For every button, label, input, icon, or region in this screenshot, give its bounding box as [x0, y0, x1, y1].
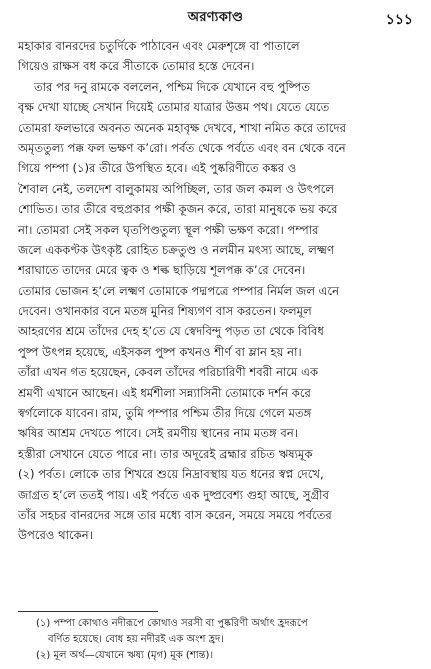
body-text: [18, 36, 417, 546]
text-line: জাগ্রত হ’লে তত‌ই পায়। এই পর্বতে এক দুষ্প্রবেশ্য গুহা আছে, সুগ্রীব: [18, 487, 329, 502]
text-line: ঋষির আশ্রম দেখতে পাবে। সেই রমণীয় স্থানের নাম মতঙ্গ বন।: [18, 426, 298, 441]
text-line: শৈবাল নেই, তলদেশ বালুকাময় অপিচ্ছিল, তার জল কমল ও উৎপলে: [18, 181, 335, 196]
page-number: ১১১: [385, 12, 413, 28]
text-line: তাঁরা এখন গত হয়েছেন, কেবল তাঁদের পরিচারিণী শবরী নামে এক: [18, 365, 319, 380]
text-line: বৃক্ষ দেখা যাচ্ছে সেখান দিয়েই তোমার যাত্রার উত্তম পথ। যেতে যেতে: [18, 100, 330, 115]
text-line: আহরণের শ্রমে তাঁদের দেহ হ’তে যে স্বেদবিন্দু পড়ত তা থেকে বিবিধ: [18, 324, 324, 339]
text-line: জলে এককণ্টক উৎকৃষ্ট রোহিত চক্রতুণ্ড ও নলমীন মৎস্য আছে, লক্ষ্মণ: [18, 242, 334, 257]
text-line: তাঁর সহচর বানরদের সঙ্গে তার মধ্যে বাস করেন, সময়ে সময়ে পর্বতের: [18, 507, 332, 522]
text-line: উপরেও থাকেন।: [18, 528, 93, 543]
footnote-2: (২) মূল অর্থ—যেখানে ঋষ্য (মৃগ) মূক (শান্ত)।: [36, 650, 214, 661]
running-header: [0, 8, 431, 28]
text-line: স্বর্গলোকে যাবেন। রাম, তুমি পম্পার পশ্চিম তীর দিয়ে গেলে মতঙ্গ: [18, 406, 312, 421]
text-line: অমৃততুল্য পক্ক ফল ভক্ষণ ক’রো। পর্বত থেকে পর্বতে এবং বন থেকে বনে: [18, 140, 346, 155]
text-line: শরাঘাতে তাদের মেরে ত্বক ও শল্ক ছাড়িয়ে শূলপক্ক ক’রে দেবেন।: [18, 263, 306, 278]
footnotes: [18, 616, 417, 664]
text-line: দেবেন। ওখানকার বনে মতঙ্গ মুনির শিষ্যগণ বাস করতেন। ফলমূল: [18, 304, 312, 319]
footnote-divider: [18, 611, 158, 612]
text-line: মহাকার বানরদের চতুর্দিকে পাঠাবেন এবং মেরুশৃঙ্গে বা পাতালে: [18, 39, 300, 53]
text-line: তার পর দনু রামকে বললেন, পশ্চিম দিকে যেখানে বহু পুষ্পিত: [34, 79, 311, 94]
text-line: তোমার ভোজন হ’লে লক্ষ্মণ তোমাকে পদ্মপত্রে পম্পার নির্মল জল এনে: [18, 283, 340, 298]
text-line: শ্রমণী এখানে আছেন। এই ধর্মশীলা সন্ন্যাসিনী তোমাকে দর্শন করে: [18, 385, 311, 400]
text-line: তোমরা ফলভারে অবনত অনেক মহাবৃক্ষ দেখবে, শাখা নমিত করে তাদের: [18, 120, 346, 135]
text-line: পুষ্প উৎপন্ন হয়েছে, এইসকল পুষ্প কখনও শীর্ণ বা ম্লান হয় না।: [18, 344, 302, 359]
text-line: (২) পর্বত। লোকে তার শিখরে শুয়ে নিদ্রাবস্থায় যত ধনের স্বপ্ন দেখে,: [18, 467, 324, 482]
footnote-1-continuation: বর্ণিত হয়েছে। বোধ হয় নদীরই এক অংশ হ্রদ।: [48, 634, 224, 645]
text-line: শোভিত। তার তীরে বহুপ্রকার পক্ষী কূজন করে, তারা মানুষকে ভয় করে: [18, 202, 338, 217]
text-line: গিয়েও রাক্ষস বধ করে সীতাকে তোমার হস্তে দেবেন।: [18, 59, 255, 74]
chapter-title: অরণ্যকাণ্ড: [187, 10, 244, 25]
text-line: না। তোমরা সেই সকল ঘৃতপিণ্ডতুল্য স্থূল পক্ষী ভক্ষণ করো। পম্পার: [18, 222, 319, 237]
footnote-1: (১) পম্পা কোথাও নদীরূপে কোথাও সরসী বা পুষ্করিণী অর্থাৎ হ্রদরূপে: [36, 618, 308, 629]
text-line: হস্তীরা সেখানে যেতে পারে না। তার অদূরেই ব্রহ্মার রচিত ঋষ্যমূক: [18, 446, 313, 461]
text-line: গিয়ে পম্পা (১)র তীরে উপস্থিত হবে। এই পুষ্করিণীতে কঙ্কর ও: [18, 161, 297, 176]
